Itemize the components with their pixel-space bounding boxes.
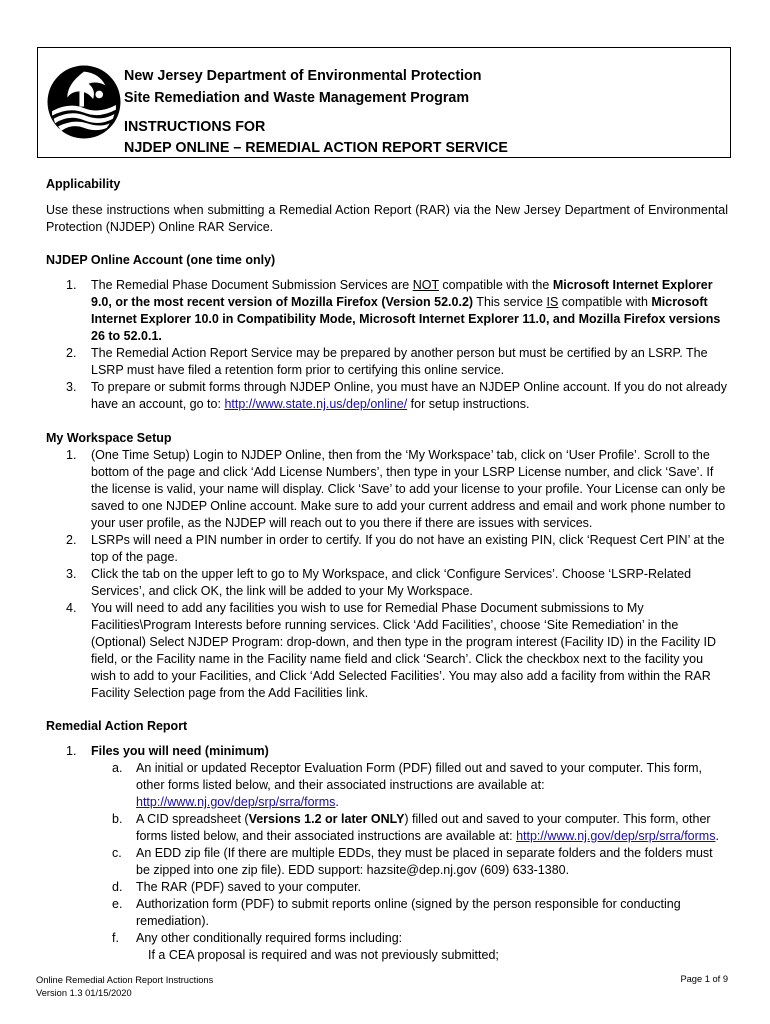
srra-forms-link[interactable]: http://www.nj.gov/dep/srp/srra/forms xyxy=(516,829,716,843)
title-line-2: NJDEP ONLINE – REMEDIAL ACTION REPORT SERVICE xyxy=(124,140,508,156)
list-item xyxy=(46,345,728,379)
item-text: ) filled out and saved to your computer. This form, other forms listed below, and their associated instructions are available at: xyxy=(136,812,711,843)
list-item xyxy=(46,743,728,760)
njdep-logo-icon xyxy=(46,64,122,140)
list-number: 2. xyxy=(66,533,77,547)
list-number: 1. xyxy=(66,744,77,758)
item-text-bold: Microsoft Internet Explorer 9.0, or the most recent version of Mozilla Firefox (Version 52.0.2) xyxy=(91,278,713,309)
files-list xyxy=(46,760,728,947)
list-number: 3. xyxy=(66,567,77,581)
files-needed-heading: Files you will need (minimum) xyxy=(91,744,269,758)
list-number: 2. xyxy=(66,346,77,360)
list-item xyxy=(46,879,728,896)
list-item xyxy=(46,277,728,345)
footer-left xyxy=(36,974,213,1000)
item-text-underlined: NOT xyxy=(412,278,439,292)
list-item xyxy=(46,896,728,930)
item-text-underlined: IS xyxy=(546,295,559,309)
item-text: compatible with xyxy=(558,295,652,309)
rar-heading: Remedial Action Report xyxy=(46,719,188,733)
item-text: You will need to add any facilities you wish to use for Remedial Phase Document submissions to My Facilities\Program Interests before running services. Click ‘Add Facilities’, choose ‘Site Remediation’ in the (Optional) Select NJDEP Program: drop-down, and then type in the program interest (Facility ID) in the Facility ID field, or the Facility name in the Facility name field and click ‘Search’. Click the checkbox next to the facility you wish to add to your Facilities, and Click ‘Add Selected Facilities’. You may also add a facility from within the RAR Facility Selection page from the Add Facilities link. xyxy=(91,601,717,700)
list-item xyxy=(46,379,728,413)
workspace-heading: My Workspace Setup xyxy=(46,431,172,445)
item-text: (One Time Setup) Login to NJDEP Online, then from the ‘My Workspace’ tab, click on ‘User Profile’. Scroll to the bottom of the page and click ‘Add License Numbers’, then type in your LSRP License number, and click ‘Save’. If the license is valid, your name will display. Click ‘Save’ to add your license to your profile. Your License can only be saved to one NJDEP Online account. Make sure to add your current address and email and work phone number to your user profile, as the NJDEP will reach out to you there if there are issues with services. xyxy=(91,448,726,530)
item-text: An EDD zip file (If there are multiple EDDs, they must be placed in separate folders and the folders must be zipped into one zip file). EDD support: hazsite@dep.nj.gov (609) 633-1380. xyxy=(136,846,713,877)
list-item xyxy=(46,760,728,811)
list-item xyxy=(46,930,728,947)
list-number: 1. xyxy=(66,448,77,462)
list-letter: e. xyxy=(112,897,123,911)
list-letter: b. xyxy=(112,812,123,826)
program-name: Site Remediation and Waste Management Program xyxy=(124,90,470,106)
list-number: 4. xyxy=(66,601,77,615)
footer-doc-title: Online Remedial Action Report Instructions xyxy=(36,975,214,985)
item-text: An initial or updated Receptor Evaluation Form (PDF) filled out and saved to your computer. This form, other forms listed below, and their associated instructions are available at: xyxy=(136,761,703,792)
footer-page-number: Page 1 of 9 xyxy=(680,974,728,984)
list-letter: d. xyxy=(112,880,123,894)
item-text: The Remedial Phase Document Submission Services are xyxy=(91,278,413,292)
account-list xyxy=(46,277,728,413)
title-line-1: INSTRUCTIONS FOR xyxy=(124,119,266,135)
item-text: compatible with the xyxy=(438,278,553,292)
item-text: This service xyxy=(473,295,547,309)
list-number: 3. xyxy=(66,380,77,394)
list-item xyxy=(46,600,728,702)
item-text: . xyxy=(335,795,339,809)
item-text: The Remedial Action Report Service may be prepared by another person but must be certified by an LSRP. The LSRP must have filed a retention form prior to certifying this online service. xyxy=(91,346,708,377)
item-text: Any other conditionally required forms including: xyxy=(136,931,403,945)
list-item xyxy=(46,811,728,845)
item-text: A CID spreadsheet ( xyxy=(136,812,249,826)
org-name: New Jersey Department of Environmental Protection xyxy=(124,68,482,84)
list-letter: f. xyxy=(112,931,119,945)
list-item xyxy=(46,447,728,532)
srra-forms-link[interactable]: http://www.nj.gov/dep/srp/srra/forms xyxy=(136,795,336,809)
item-text: Authorization form (PDF) to submit reports online (signed by the person responsible for conducting remediation). xyxy=(136,897,681,928)
item-text: The RAR (PDF) saved to your computer. xyxy=(136,880,362,894)
list-item xyxy=(46,566,728,600)
online-setup-link[interactable]: http://www.state.nj.us/dep/online/ xyxy=(224,397,408,411)
item-text: To prepare or submit forms through NJDEP Online, you must have an NJDEP Online account. If you do not already have an account, go to: xyxy=(91,380,727,411)
list-item xyxy=(46,532,728,566)
list-number: 1. xyxy=(66,278,77,292)
item-text-bold: Versions 1.2 or later ONLY xyxy=(248,812,405,826)
item-text: LSRPs will need a PIN number in order to certify. If you do not have an existing PIN, click ‘Request Cert PIN’ at the top of the page. xyxy=(91,533,725,564)
workspace-list xyxy=(46,447,728,702)
list-item xyxy=(46,845,728,879)
rar-list xyxy=(46,743,728,760)
item-text: Click the tab on the upper left to go to My Workspace, and click ‘Configure Services’. Choose ‘LSRP-Related Services’, and click OK, the link will be added to your My Workspace. xyxy=(91,567,692,598)
item-text: . xyxy=(715,829,719,843)
footer-version: Version 1.3 01/15/2020 xyxy=(36,988,132,998)
item-text-bold: Microsoft Internet Explorer 10.0 in Compatibility Mode, Microsoft Internet Explorer 11.0, and Mozilla Firefox versions 26 to 52.0.1. xyxy=(91,295,721,343)
cea-condition-text: If a CEA proposal is required and was not previously submitted; xyxy=(148,948,499,962)
document-body xyxy=(46,176,728,964)
item-text: for setup instructions. xyxy=(407,397,530,411)
applicability-heading: Applicability xyxy=(46,177,121,191)
list-letter: a. xyxy=(112,761,123,775)
applicability-text: Use these instructions when submitting a Remedial Action Report (RAR) via the New Jersey Department of Environmental Protection (NJDEP) Online RAR Service. xyxy=(46,203,728,234)
list-letter: c. xyxy=(112,846,122,860)
account-heading: NJDEP Online Account (one time only) xyxy=(46,253,276,267)
